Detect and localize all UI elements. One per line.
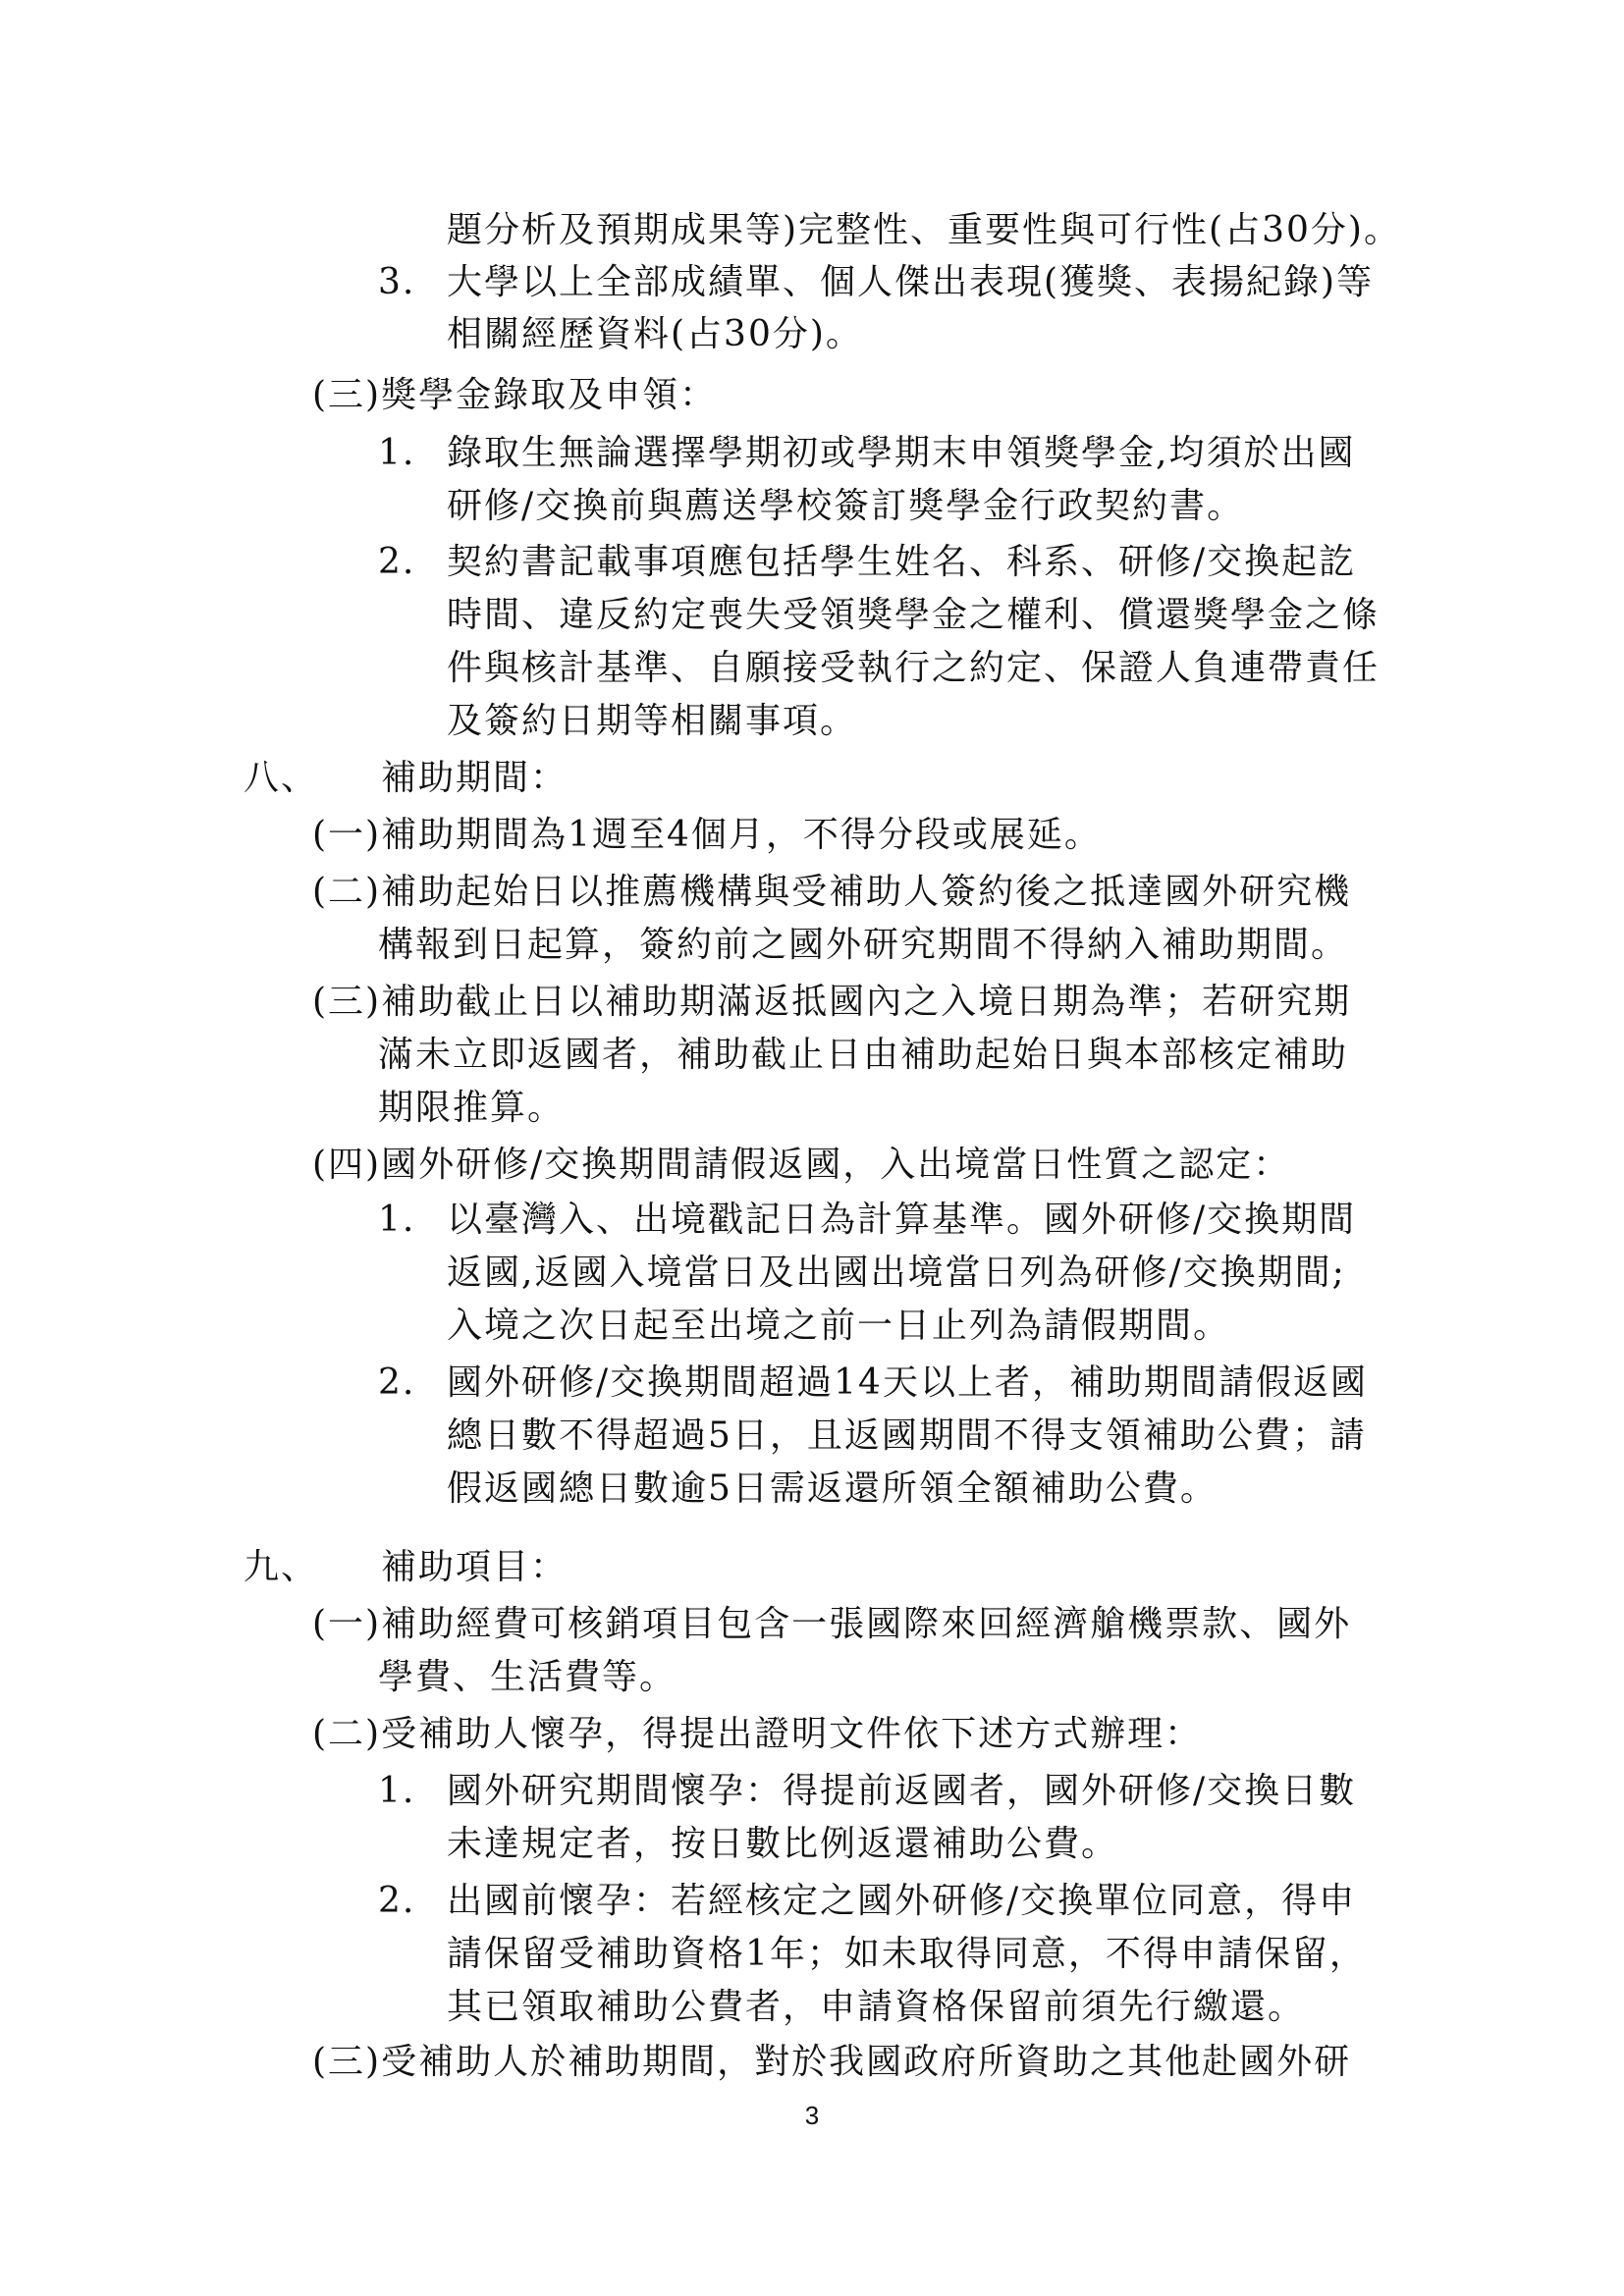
subsection-heading: (三)受補助人於補助期間，對於我國政府所資助之其他赴國外研 (312, 2042, 1352, 2082)
text-line: 件與核計基準、自願接受執行之約定、保證人負連帶責任 (447, 648, 1380, 688)
list-item: 3. 大學以上全部成績單、個人傑出表現(獲獎、表揚紀錄)等 (378, 258, 1374, 307)
subsection-heading: (四)國外研修/交換期間請假返國，入出境當日性質之認定： (312, 1145, 1291, 1185)
item-number: 1. (378, 1771, 416, 1811)
section-number: 九、 (244, 1547, 319, 1587)
list-item: 1. 國外研究期間懷孕：得提前返國者，國外研修/交換日數 (378, 1767, 1356, 1816)
text-line: 研修/交換前與薦送學校簽訂獎學金行政契約書。 (447, 486, 1245, 526)
list-item: 2. 出國前懷孕：若經核定之國外研修/交換單位同意，得申 (378, 1877, 1356, 1926)
text-line: 請保留受補助資格1年；如未取得同意，不得申請保留， (447, 1934, 1367, 1974)
subsection-heading: (三)獎學金錄取及申領： (312, 375, 718, 415)
item-number: 2. (378, 1362, 416, 1403)
item-number: 2. (378, 1881, 416, 1921)
text-line: 題分析及預期成果等)完整性、重要性與可行性(占30分)。 (447, 210, 1401, 250)
text-line: 假返國總日數逾5日需返還所領全額補助公費。 (447, 1468, 1218, 1509)
section-number: 八、 (244, 758, 319, 798)
text-line: 總日數不得超過5日，且返國期間不得支領補助公費；請 (447, 1415, 1367, 1456)
text-line: 期限推算。 (378, 1088, 566, 1128)
text-line: 及簽約日期等相關事項。 (447, 701, 858, 741)
text-line: 構報到日起算，簽約前之國外研究期間不得納入補助期間。 (378, 925, 1349, 965)
text-line: 入境之次日起至出境之前一日止列為請假期間。 (447, 1306, 1231, 1346)
text-line: 返國,返國入境當日及出國出境當日列為研修/交換期間; (447, 1253, 1346, 1293)
item-number: 1. (378, 433, 416, 473)
item-number: 1. (378, 1200, 416, 1240)
subsection-heading: (三)補助截止日以補助期滿返抵國內之入境日期為準；若研究期 (312, 982, 1352, 1022)
subsection-heading: (二)補助起始日以推薦機構與受補助人簽約後之抵達國外研究機 (312, 872, 1352, 912)
list-item: 1. 以臺灣入、出境戳記日為計算基準。國外研修/交換期間 (378, 1196, 1356, 1245)
item-number: 3. (378, 262, 416, 302)
subsection-heading: (一)補助經費可核銷項目包含一張國際來回經濟艙機票款、國外 (312, 1604, 1352, 1644)
section-heading: 九、 補助項目： (244, 1543, 568, 1592)
section-heading: 八、 補助期間： (244, 754, 568, 803)
text-line: 滿未立即返國者，補助截止日由補助起始日與本部核定補助 (378, 1035, 1349, 1075)
list-item: 2. 契約書記載事項應包括學生姓名、科系、研修/交換起訖 (378, 538, 1356, 587)
list-item: 2. 國外研修/交換期間超過14天以上者，補助期間請假返國 (378, 1359, 1368, 1408)
text-line: 時間、違反約定喪失受領獎學金之權利、償還獎學金之條 (447, 595, 1380, 635)
text-line: 未達規定者，按日數比例返還補助公費。 (447, 1824, 1119, 1864)
item-number: 2. (378, 542, 416, 582)
list-item: 1. 錄取生無論選擇學期初或學期末申領獎學金,均須於出國 (378, 429, 1355, 478)
page-number: 3 (804, 2101, 820, 2130)
text-line: 學費、生活費等。 (378, 1657, 677, 1697)
subsection-heading: (一)補助期間為1週至4個月，不得分段或展延。 (312, 815, 1102, 855)
subsection-heading: (二)受補助人懷孕，得提出證明文件依下述方式辦理： (312, 1714, 1203, 1754)
text-line: 其已領取補助公費者，申請資格保留前須先行繳還。 (447, 1987, 1306, 2027)
text-line: 相關經歷資料(占30分)。 (447, 314, 863, 354)
